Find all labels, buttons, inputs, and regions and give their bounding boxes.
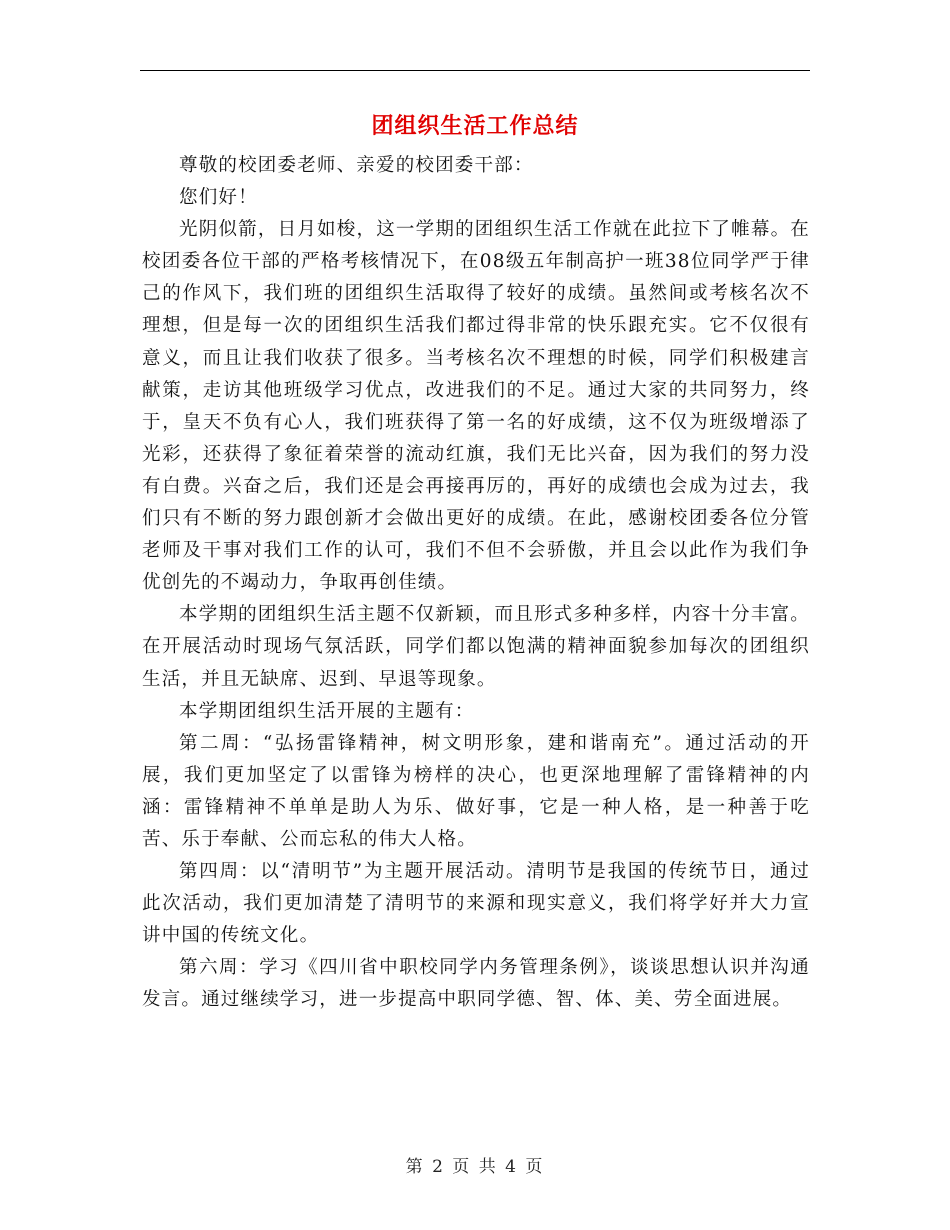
greeting-paragraph: 您们好！ bbox=[179, 187, 258, 209]
themes-intro-paragraph: 本学期的团组织生活主题不仅新颖，而且形式多种多样，内容十分丰富。在开展活动时现场气氛活跃，同学们都以饱满的精神面貌参加每次的团组织生活，并且无缺席、迟到、早退等现象。 bbox=[142, 604, 810, 690]
week-two-paragraph: 第二周：“弘扬雷锋精神，树文明形象，建和谐南充”。通过活动的开展，我们更加坚定了以雷锋为榜样的决心，也更深地理解了雷锋精神的内涵：雷锋精神不单单是助人为乐、做好事，它是一种人格，是一种善于吃苦、乐于奉献、公而忘私的伟大人格。 bbox=[142, 732, 810, 850]
header-rule bbox=[140, 70, 810, 71]
document-body bbox=[142, 150, 810, 1017]
week-six-paragraph: 第六周：学习《四川省中职校同学内务管理条例》，谈谈思想认识并沟通发言。通过继续学习，进一步提高中职同学德、智、体、美、劳全面进展。 bbox=[142, 957, 810, 1011]
salutation-paragraph: 尊敬的校团委老师、亲爱的校团委干部： bbox=[179, 155, 534, 176]
summary-paragraph: 光阴似箭，日月如梭，这一学期的团组织生活工作就在此拉下了帷幕。在校团委各位干部的严格考核情况下，在08级五年制高护一班38位同学严于律己的作风下，我们班的团组织生活取得了较好的成绩。虽然间或考核名次不理想，但是每一次的团组织生活我们都过得非常的快乐跟充实。它不仅很有意义，而且让我们收获了很多。当考核名次不理想的时候，同学们积极建言献策，走访其他班级学习优点，改进我们的不足。通过大家的共同努力，终于，皇天不负有心人，我们班获得了第一名的好成绩，这不仅为班级增添了光彩，还获得了象征着荣誉的流动红旗，我们无比兴奋，因为我们的努力没有白费。兴奋之后，我们还是会再接再厉的，再好的成绩也会成为过去，我们只有不断的努力跟创新才会做出更好的成绩。在此，感谢校团委各位分管老师及干事对我们工作的认可，我们不但不会骄傲，并且会以此作为我们争优创先的不竭动力，争取再创佳绩。 bbox=[142, 219, 810, 594]
themes-list-heading: 本学期团组织生活开展的主题有： bbox=[179, 700, 475, 722]
document-title: 团组织生活工作总结 bbox=[371, 113, 579, 139]
page-number-footer: 第 2 页 共 4 页 bbox=[405, 1157, 545, 1177]
week-four-paragraph: 第四周：以“清明节”为主题开展活动。清明节是我国的传统节日，通过此次活动，我们更加清楚了清明节的来源和现实意义，我们将学好并大力宣讲中国的传统文化。 bbox=[142, 861, 810, 947]
